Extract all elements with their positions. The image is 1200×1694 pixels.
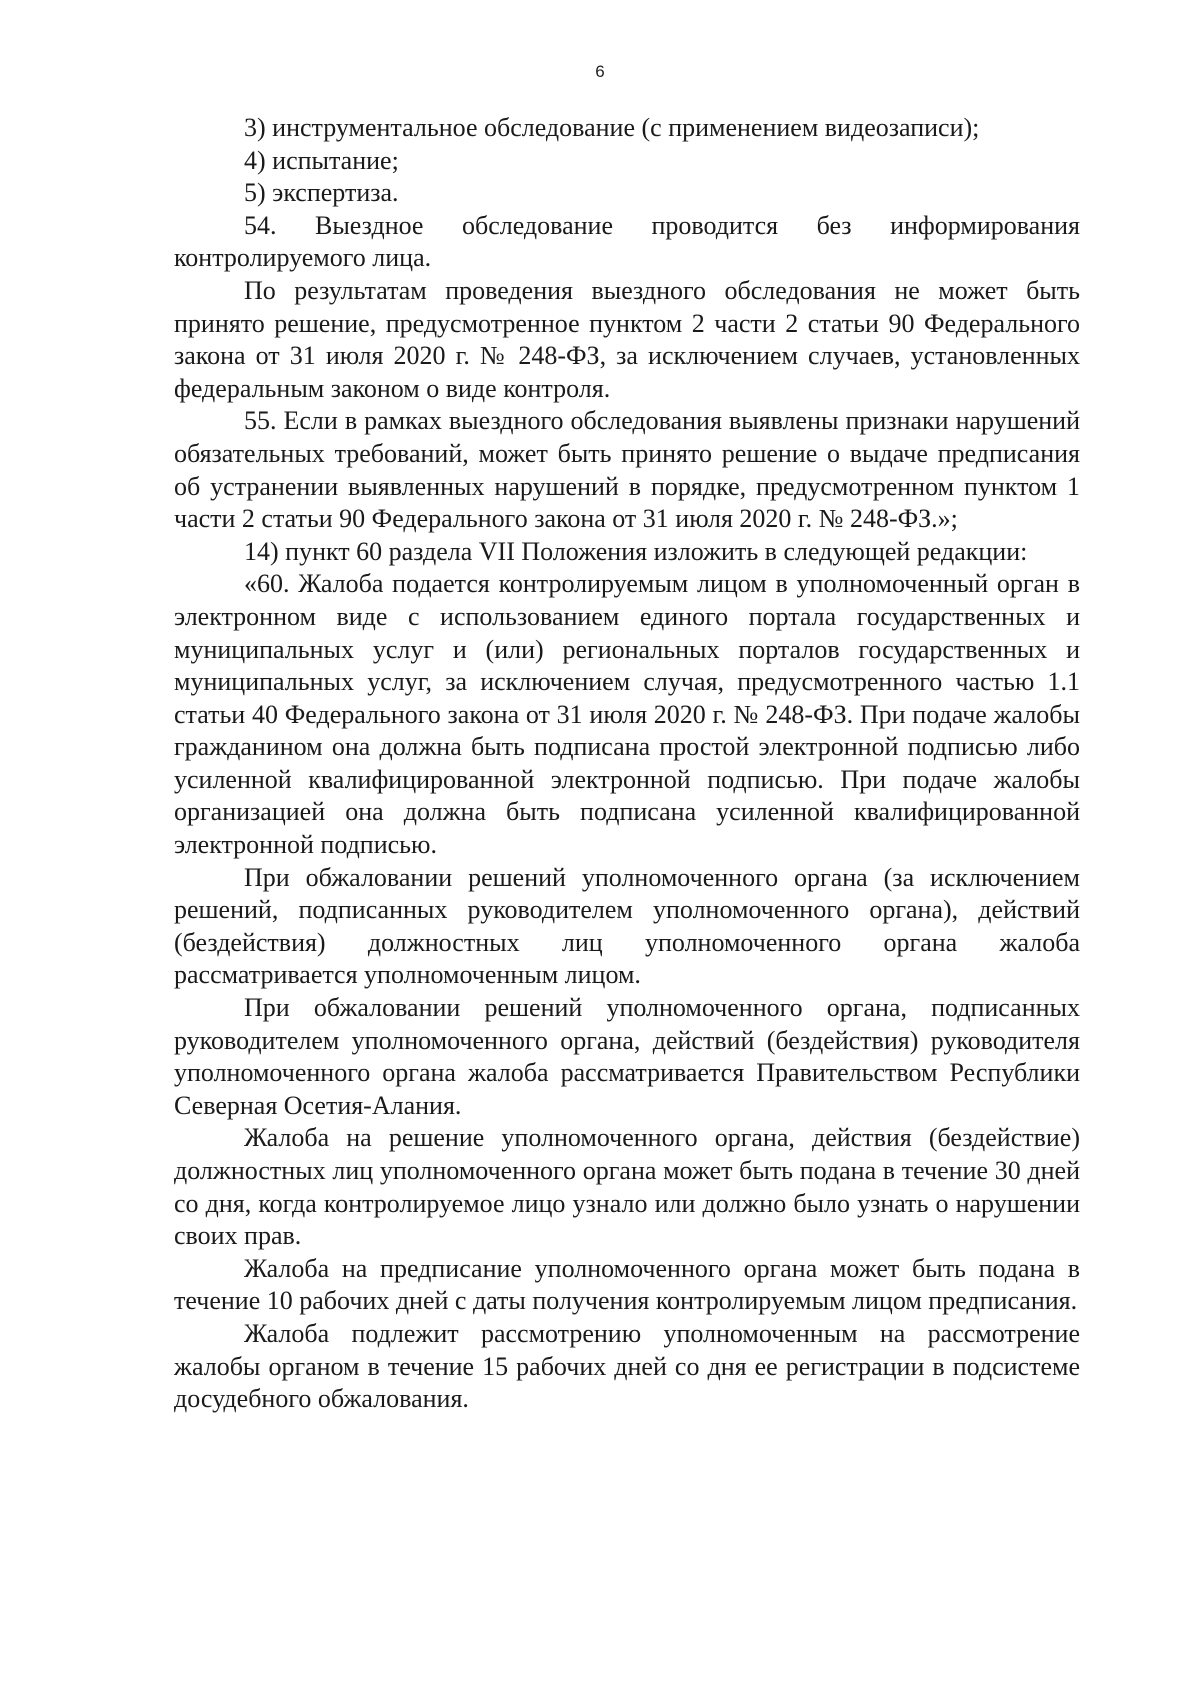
paragraph-item-14: 14) пункт 60 раздела VII Положения изложить в следующей редакции: xyxy=(244,536,1028,566)
paragraph-appeal-head: При обжаловании решений уполномоченного органа, подписанных руководителем уполномоченного органа, действий (бездействия) руководителя уполномоченного органа жалоба рассматривается Правительством Республики Северная Осетия-Алания. xyxy=(174,993,1080,1120)
paragraph-54-results: По результатам проведения выездного обследования не может быть принято решение, предусмотренное пунктом 2 части 2 статьи 90 Федерального закона от 31 июля 2020 г. № 248-ФЗ, за исключением случаев, установленных федеральным законом о виде контроля. xyxy=(174,275,1080,403)
page-number: 6 xyxy=(595,62,605,81)
document-body xyxy=(174,112,1080,1416)
list-item-5: 5) экспертиза. xyxy=(244,178,399,208)
paragraph-appeal-review: Жалоба подлежит рассмотрению уполномоченным на рассмотрение жалобы органом в течение 15 рабочих дней со дня ее регистрации в подсистеме досудебного обжалования. xyxy=(174,1318,1080,1414)
paragraph-55: 55. Если в рамках выездного обследования выявлены признаки нарушений обязательных требований, может быть принято решение о выдаче предписания об устранении выявленных нарушений в порядке, предусмотренном пунктом 1 части 2 статьи 90 Федерального закона от 31 июля 2020 г. № 248-ФЗ.»; xyxy=(174,406,1080,534)
paragraph-appeal-prescription: Жалоба на предписание уполномоченного органа может быть подана в течение 10 рабочих дней с даты получения контролируемым лицом предписания. xyxy=(174,1253,1080,1316)
paragraph-54: 54. Выездное обследование проводится без информирования контролируемого лица. xyxy=(174,210,1080,273)
list-item-4: 4) испытание; xyxy=(244,145,399,175)
paragraph-appeal-authorized-body: При обжаловании решений уполномоченного органа (за исключением решений, подписанных руководителем уполномоченного органа), действий (бездействия) должностных лиц уполномоченного органа жалоба рассматривается уполномоченным лицом. xyxy=(174,862,1080,990)
paragraph-60: «60. Жалоба подается контролируемым лицом в уполномоченный орган в электронном виде с использованием единого портала государственных и муниципальных услуг и (или) региональных порталов государственных и муниципальных услуг, за исключением случая, предусмотренного частью 1.1 статьи 40 Федерального закона от 31 июля 2020 г. № 248-ФЗ. При подаче жалобы гражданином она должна быть подписана простой электронной подписью либо усиленной квалифицированной электронной подписью. При подаче жалобы организацией она должна быть подписана усиленной квалифицированной электронной подписью. xyxy=(174,569,1080,860)
list-item-3: 3) инструментальное обследование (с применением видеозаписи); xyxy=(244,113,980,142)
paragraph-appeal-deadline-30: Жалоба на решение уполномоченного органа, действия (бездействие) должностных лиц уполномоченного органа может быть подана в течение 30 дней со дня, когда контролируемое лицо узнало или должно было узнать о нарушении своих прав. xyxy=(174,1123,1080,1251)
